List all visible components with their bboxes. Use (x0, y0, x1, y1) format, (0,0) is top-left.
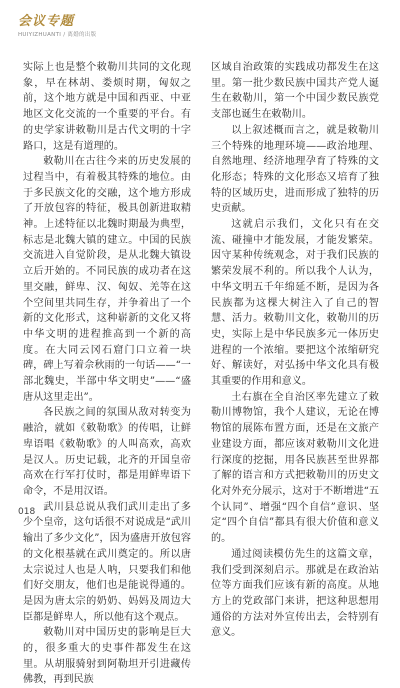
section-title: 会议专题 (18, 14, 75, 29)
paragraph: 武川县总说从我们武川走出了多少个皇帝，这句话很不对说成是“武川输出了多少文化”，因为盛唐开放包容的文化根基就在武川奠定的。所以唐太宗说过人也是人呐，只要我们和他们好交朋友，他们也是能说得通的。是因为唐太宗的奶奶、妈妈及周边大臣都是鲜卑人，所以他有这个观点。 (23, 501, 191, 623)
right-column (211, 60, 379, 641)
paragraph: 通过阅读模仿先生的这篇文章，我们受到深刻启示。那就是在政治站位等方面我们应该有新的高度。从地方上的党政部门来讲，把这种思想用通俗的方法对外宣传出去，会特别有意义。 (211, 548, 379, 639)
paragraph: 实际上也是整个敕勒川共同的文化现象，早在林胡、娄烦时期，匈奴之前，这个地方就是中国和西亚、中亚地区文化交流的一个重要的平台。有的史学家讲敕勒川是古代文明的十字路口，这是有道理的。 (23, 62, 191, 152)
page-header (18, 10, 96, 38)
paragraph: 以上叙述概而言之，就是敕勒川三个特殊的地理环境——政治地理、自然地理、经济地理孕育了特殊的文化形态；特殊的文化形态又培育了独特的区域历史，进而形成了独特的历史贡献。 (211, 124, 379, 215)
left-column (23, 60, 191, 688)
section-subtitle: HUIYIZHUANTI / 离婚的出版 (18, 32, 97, 38)
paragraph: 这就启示我们，文化只有在交流、碰撞中才能发展，才能发繁荣。因守某种传统观念，对于我们民族的繁荣发展不利的。所以我个人认为，中华文明五千年绵延不断，是因为各民族都为这棵大树注入了自己的智慧、活力。敕勒川文化，敕勒川的历史，实际上是中华民族多元一体历史进程的一个浓缩。要把这个浓缩研究好、解读好，对弘扬中华文化具有极其重要的作用和意义。 (211, 219, 379, 388)
paragraph: 敕勒川在古往今来的历史发展的过程当中，有着极其特殊的地位。由于多民族文化的交融，这个地方形成了开放包容的特征，极具创新进取精神。上述特征以北魏时期最为典型，标志是北魏大镇的建立。中国的民族交流进入自觉阶段，是从北魏大镇设立后开始的。不同民族的成功者在这里交融，鲜卑、汉、匈奴、羌等在这个空间里共同生存，并争着出了一个新的文化形式，这种崭新的文化又将中华文明的进程推高到一个新的高度。在大同云冈石窟门口立着一块碑，碑上写着佘秋雨的一句话——“一部北魏史，半部中华文明史”——“盛唐从这里走出”。 (23, 156, 191, 403)
paragraph: 各民族之间的氛围从敌对转变为融洽，就如《敕勒歌》的传唱，让鲜卑语唱《敕勒歌》的人叫高欢，高欢是汉人。历史记载，北齐的开国皇帝高欢在行军打仗时，都是用鲜卑语下命令，不是用汉语。 (23, 407, 191, 497)
paragraph: 区域自治政策的实践成功都发生在这里。第一批少数民族中国共产党人诞生在敕勒川，第一个中国少数民族党支部也诞生在敕勒川。 (211, 62, 379, 121)
page-number: 018 (18, 507, 36, 517)
paragraph: 土右旗在全自治区率先建立了敕勒川博物馆，我个人建议，无论在博物馆的展陈布置方面，还是在文旅产业建设方面，都应该对敕勒川文化进行深度的挖掘，用各民族甚至世界都了解的语言和方式把敕勒川的历史文化对外充分展示，这对于不断增进“五个认同”、增强“四个自信”意识、坚定“四个自信”都具有很大价值和意义的。 (211, 391, 379, 545)
paragraph: 敕勒川对中国历史的影响是巨大的，很多重大的史事件都发生在这里。从胡服骑射到阿勒坦开引进藏传佛教，再到民族 (23, 627, 191, 686)
